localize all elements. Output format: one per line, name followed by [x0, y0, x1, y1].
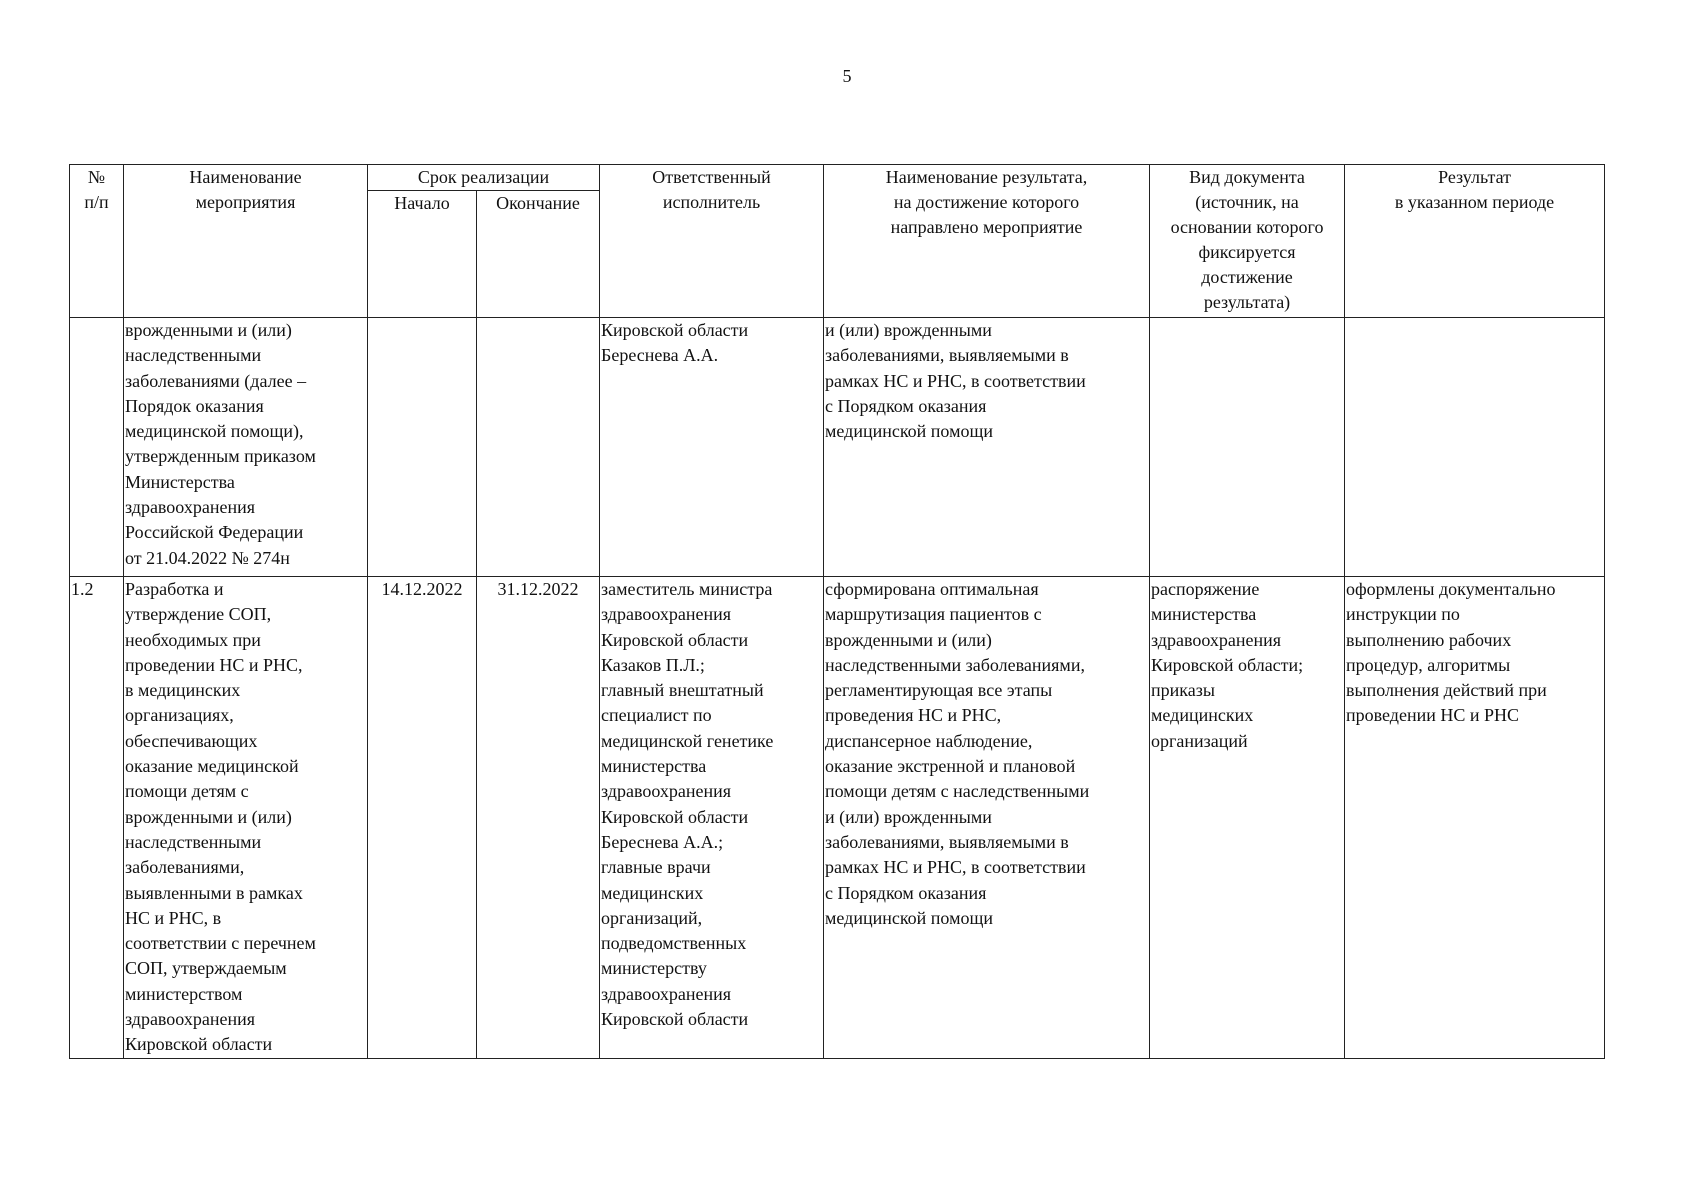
cell-result-name: и (или) врожденными заболеваниями, выявляемыми в рамках НС и РНС, в соответствии с Порядком оказания медицинской помощи — [824, 318, 1150, 577]
cell-responsible: Кировской области Береснева А.А. — [600, 318, 824, 577]
header-result-name: Наименование результата, на достижение которого направлено мероприятие — [824, 165, 1150, 318]
cell-end: 31.12.2022 — [477, 577, 600, 1059]
header-document-type: Вид документа (источник, на основании которого фиксируется достижение результата) — [1150, 165, 1345, 318]
cell-activity-name: врожденными и (или) наследственными заболеваниями (далее – Порядок оказания медицинской помощи), утвержденным приказом Министерства здравоохранения Российской Федерации от 21.04.2022 № 274н — [124, 318, 368, 577]
cell-activity-name: Разработка и утверждение СОП, необходимых при проведении НС и РНС, в медицинских организациях, обеспечивающих оказание медицинской помощи детям с врожденными и (или) наследственными заболеваниями, выявленными в рамках НС и РНС, в соответствии с перечнем СОП, утверждаемым министерством здравоохранения Кировской области — [124, 577, 368, 1059]
table-header-row — [70, 165, 1605, 191]
cell-num: 1.2 — [70, 577, 124, 1059]
header-start: Начало — [368, 191, 477, 318]
cell-document-type — [1150, 318, 1345, 577]
header-responsible: Ответственный исполнитель — [600, 165, 824, 318]
activities-table — [69, 164, 1605, 1059]
header-activity-name: Наименование мероприятия — [124, 165, 368, 318]
cell-result-name: сформирована оптимальная маршрутизация пациентов с врожденными и (или) наследственными заболеваниями, регламентирующая все этапы проведения НС и РНС, диспансерное наблюдение, оказание экстренной и плановой помощи детям с наследственными и (или) врожденными заболеваниями, выявляемыми в рамках НС и РНС, в соответствии с Порядком оказания медицинской помощи — [824, 577, 1150, 1059]
cell-start — [368, 318, 477, 577]
cell-responsible: заместитель министра здравоохранения Кировской области Казаков П.Л.; главный внештатный специалист по медицинской генетике министерства здравоохранения Кировской области Береснева А.А.; главные врачи медицинских организаций, подведомственных министерству здравоохранения Кировской области — [600, 577, 824, 1059]
table-row — [70, 318, 1605, 577]
header-num: № п/п — [70, 165, 124, 318]
header-period: Срок реализации — [368, 165, 600, 191]
header-end: Окончание — [477, 191, 600, 318]
page-number: 5 — [842, 66, 852, 86]
cell-end — [477, 318, 600, 577]
cell-document-type: распоряжение министерства здравоохранения Кировской области; приказы медицинских организаций — [1150, 577, 1345, 1059]
header-result: Результат в указанном периоде — [1345, 165, 1605, 318]
cell-result — [1345, 318, 1605, 577]
table-row — [70, 577, 1605, 1059]
cell-result: оформлены документально инструкции по выполнению рабочих процедур, алгоритмы выполнения действий при проведении НС и РНС — [1345, 577, 1605, 1059]
cell-num — [70, 318, 124, 577]
cell-start: 14.12.2022 — [368, 577, 477, 1059]
